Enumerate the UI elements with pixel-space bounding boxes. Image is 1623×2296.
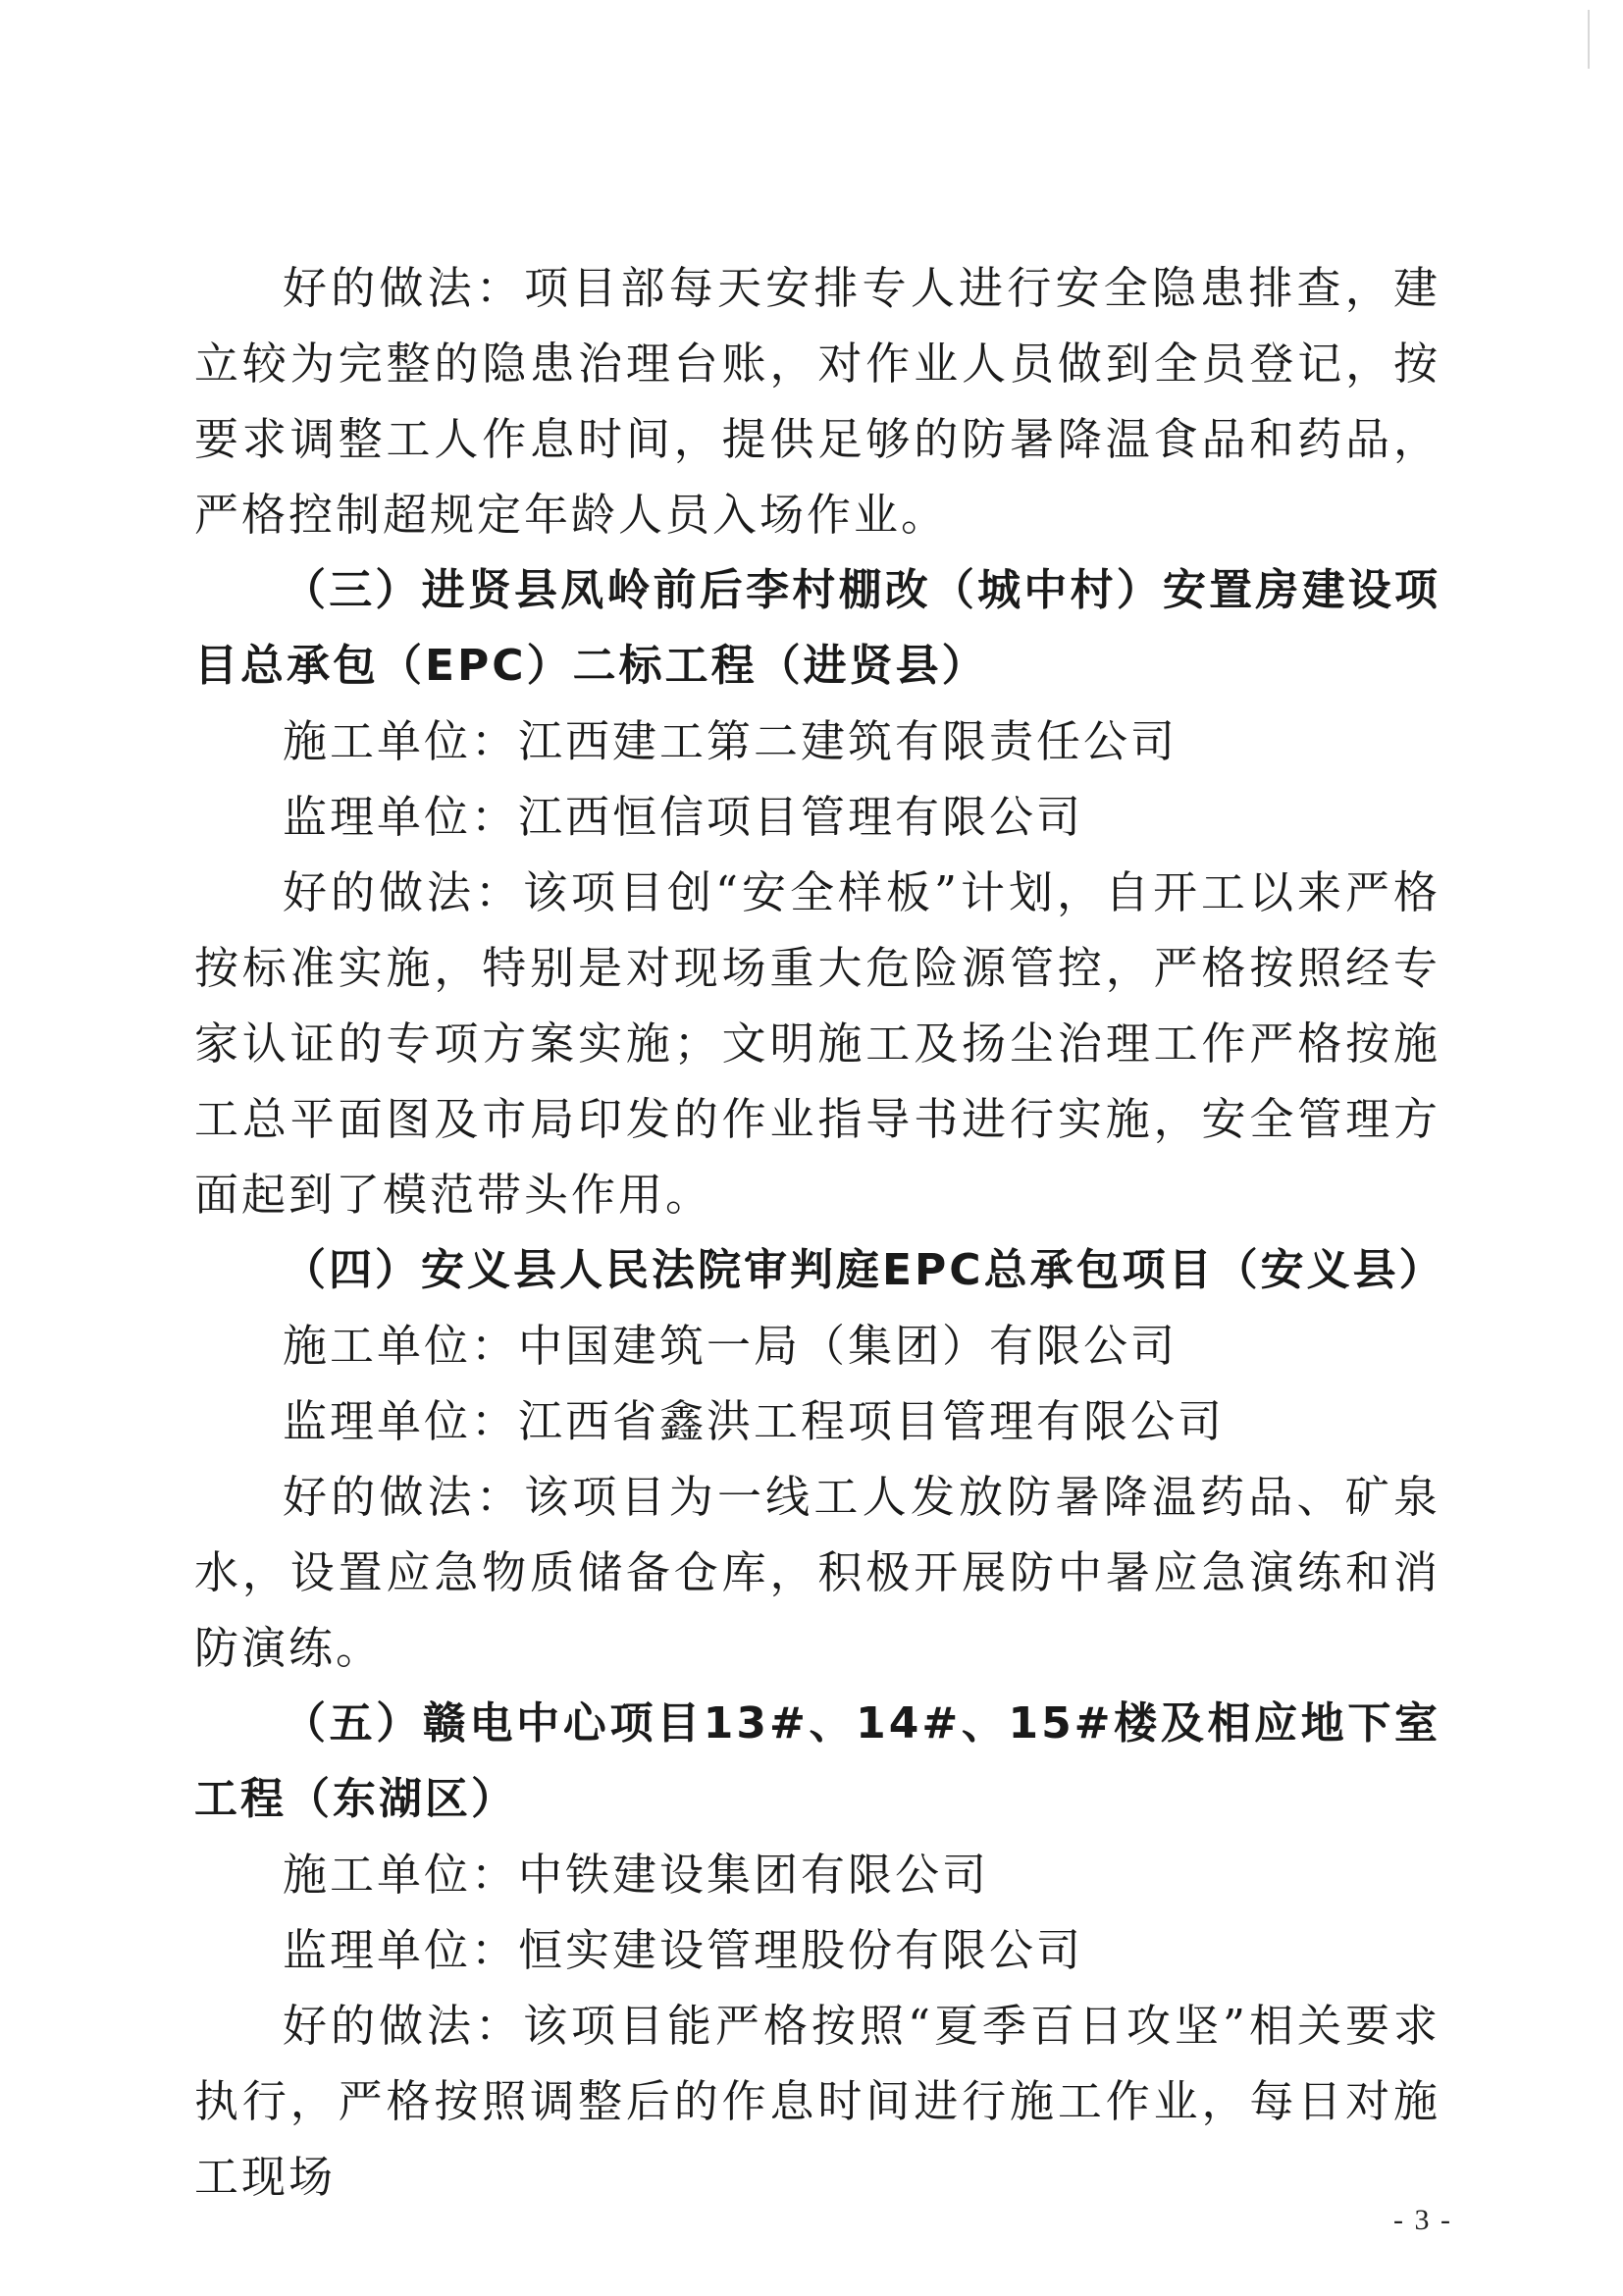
paragraph-practice-2: 好的做法：项目部每天安排专人进行安全隐患排查，建立较为完整的隐患治理台账，对作业人员做到全员登记，按要求调整工人作息时间，提供足够的防暑降温食品和药品，严格控制超规定年龄人员入场作业。 bbox=[194, 262, 1440, 541]
construction-unit-4: 施工单位：中国建筑一局（集团）有限公司 bbox=[283, 1320, 1178, 1372]
heading-project-3: （三）进贤县凤岭前后李村棚改（城中村）安置房建设项目总承包（EPC）二标工程（进贤县） bbox=[194, 565, 1440, 691]
page-number: - 3 - bbox=[1393, 2204, 1452, 2236]
heading-project-5: （五）赣电中心项目13#、14#、15#楼及相应地下室工程（东湖区） bbox=[194, 1698, 1440, 1824]
supervision-unit-5: 监理单位：恒实建设管理股份有限公司 bbox=[283, 1924, 1084, 1976]
construction-unit-5: 施工单位：中铁建设集团有限公司 bbox=[283, 1849, 990, 1901]
heading-project-4: （四）安义县人民法院审判庭EPC总承包项目（安义县） bbox=[283, 1245, 1445, 1295]
construction-unit-3: 施工单位：江西建工第二建筑有限责任公司 bbox=[283, 715, 1178, 767]
paragraph-practice-4: 好的做法：该项目为一线工人发放防暑降温药品、矿泉水，设置应急物质储备仓库，积极开展防中暑应急演练和消防演练。 bbox=[194, 1471, 1440, 1674]
scan-edge-mark bbox=[1588, 10, 1603, 69]
supervision-unit-3: 监理单位：江西恒信项目管理有限公司 bbox=[283, 791, 1084, 843]
paragraph-practice-3: 好的做法：该项目创“安全样板”计划，自开工以来严格按标准实施，特别是对现场重大危险源管控，严格按照经专家认证的专项方案实施；文明施工及扬尘治理工作严格按施工总平面图及市局印发的作业指导书进行实施，安全管理方面起到了模范带头作用。 bbox=[194, 866, 1440, 1221]
paragraph-practice-5: 好的做法：该项目能严格按照“夏季百日攻坚”相关要求执行，严格按照调整后的作息时间进行施工作业，每日对施工现场 bbox=[194, 2000, 1440, 2203]
body-text bbox=[194, 250, 1445, 2215]
supervision-unit-4: 监理单位：江西省鑫洪工程项目管理有限公司 bbox=[283, 1395, 1226, 1447]
